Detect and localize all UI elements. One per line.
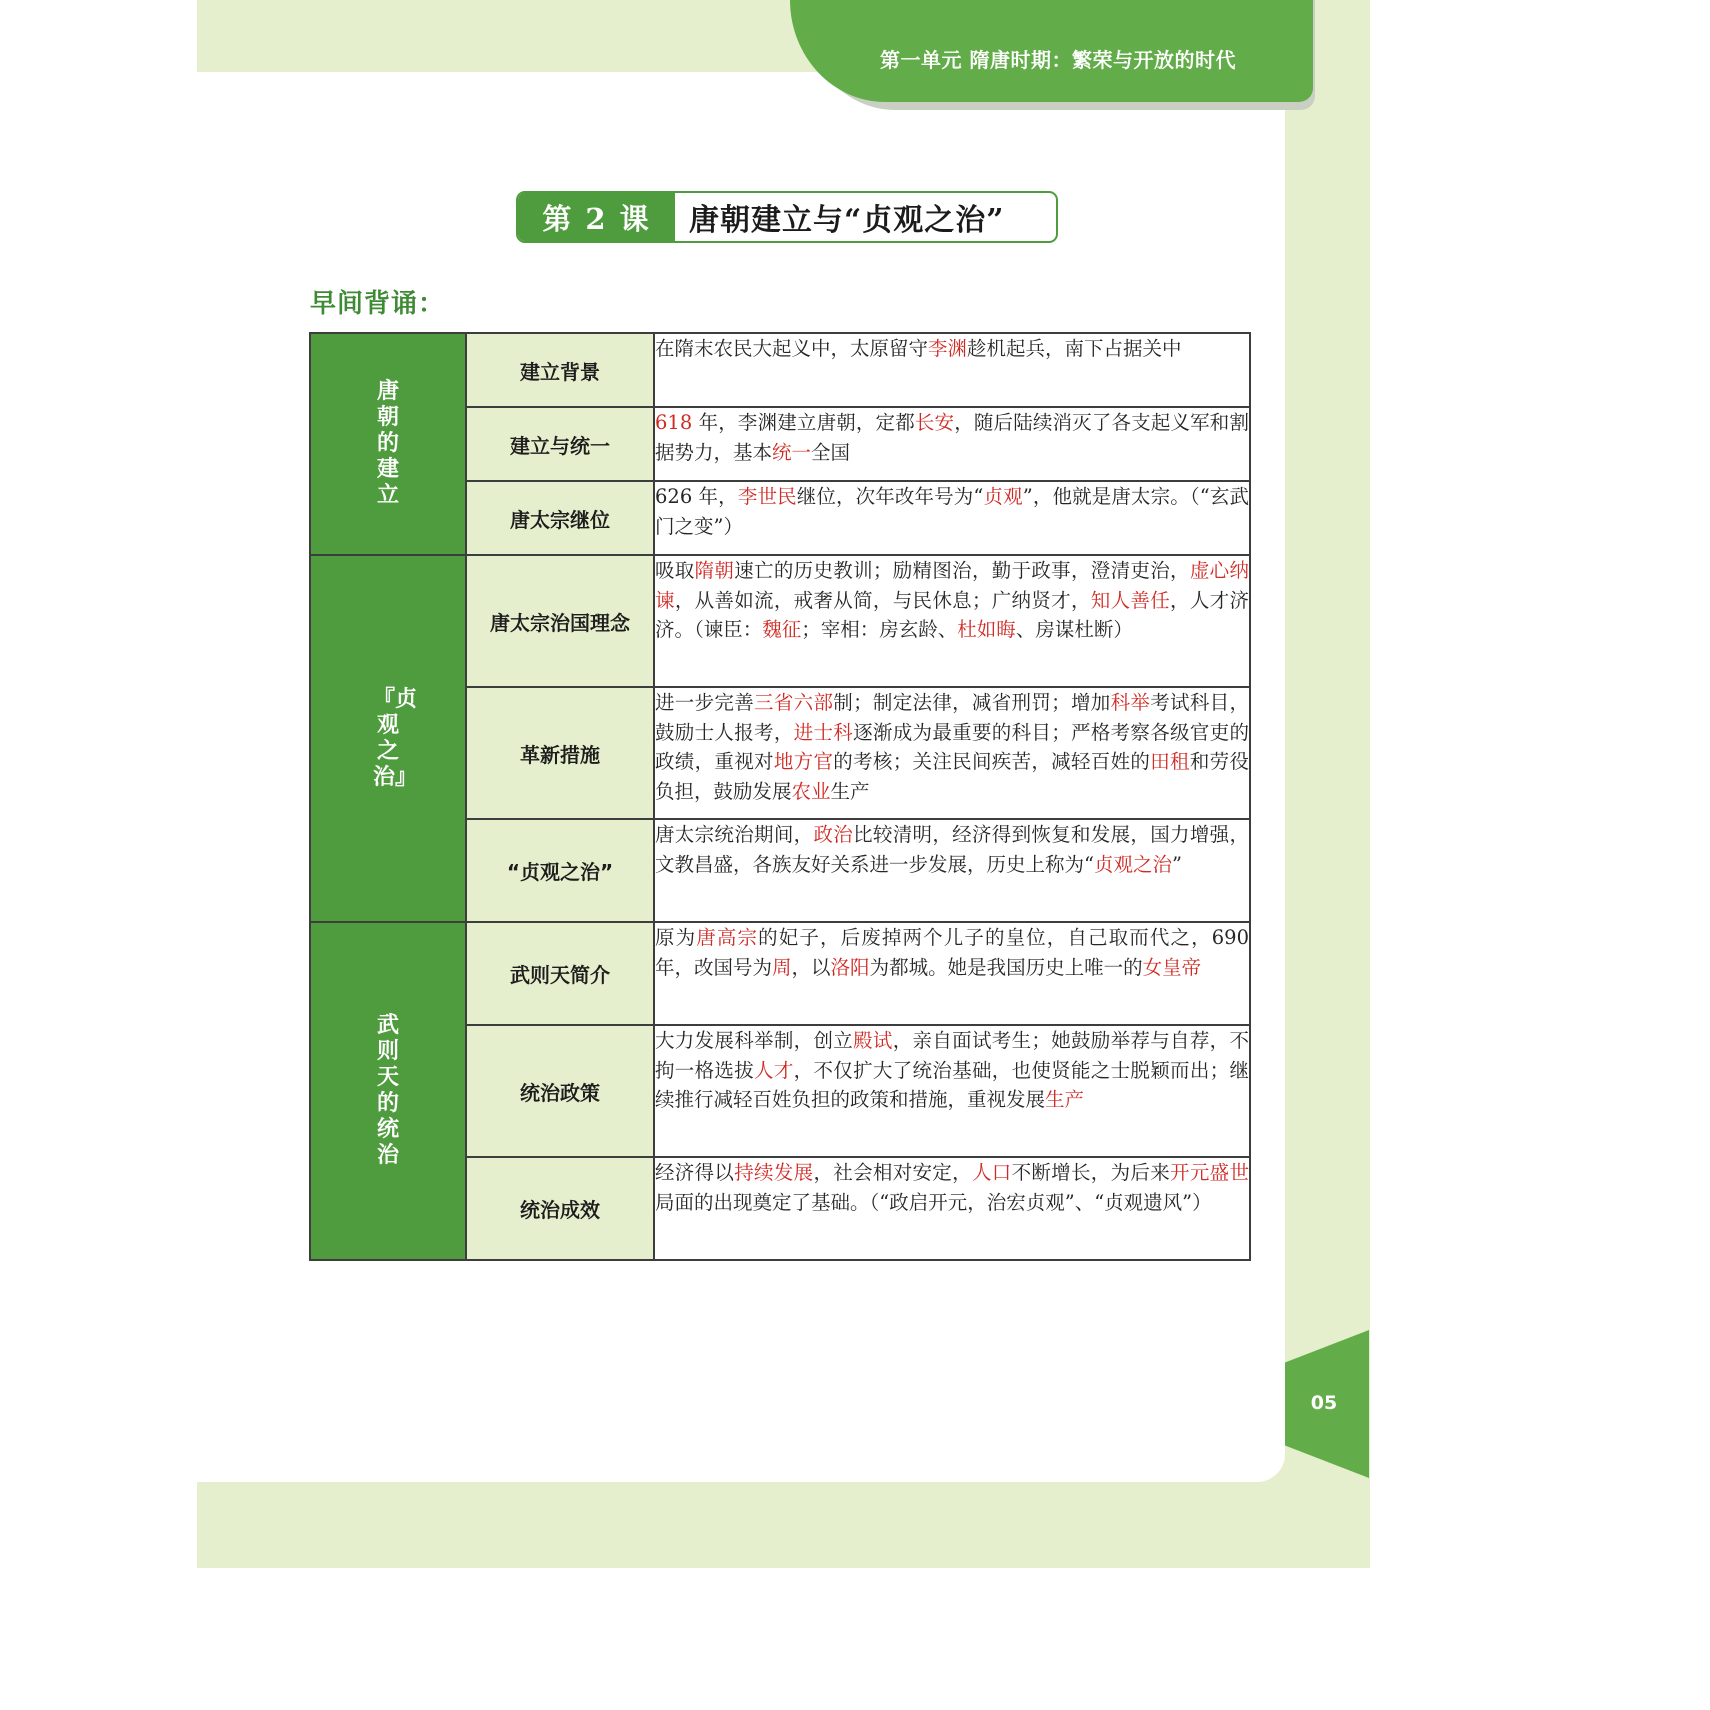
- key-term: 洛阳: [830, 955, 870, 979]
- key-term: 政治: [813, 823, 854, 846]
- content-text: 制；制定法律，减省刑罚；增加: [833, 691, 1111, 714]
- key-term: 贞观之治: [1093, 852, 1172, 876]
- key-term: 知人善任: [1090, 588, 1171, 612]
- content-text: 继位，次年改年号为“: [796, 485, 984, 508]
- content-cell: [654, 555, 1250, 687]
- key-term: 618: [655, 411, 693, 434]
- content-text: 比较清明，经济得到恢复和发展，国力增强，文教昌盛，各族友好关系进一步发展，历史上称为“: [655, 823, 1249, 876]
- content-text: 年，李渊建立唐朝，定都: [692, 411, 915, 434]
- content-cell: [654, 687, 1250, 819]
- group-label: 『贞观之治』: [373, 686, 418, 790]
- content-text: 的考核；关注民间疾苦，减轻百姓的: [833, 750, 1151, 773]
- content-text: 在隋末农民大起义中，太原留守: [655, 337, 929, 360]
- content-cell: [654, 819, 1250, 922]
- topic-cell: 唐太宗继位: [466, 481, 654, 555]
- key-term: 人口: [971, 1161, 1012, 1184]
- outer-margin-left: [0, 0, 197, 1568]
- content-cell: [654, 1025, 1250, 1157]
- key-term: 李世民: [737, 485, 797, 508]
- content-text: ，以: [791, 955, 831, 979]
- key-term: 魏征: [762, 618, 802, 641]
- key-term: 女皇帝: [1142, 955, 1202, 979]
- lesson-title: 唐朝建立与“贞观之治”: [689, 203, 1005, 238]
- content-text: 唐太宗统治期间，: [655, 823, 814, 846]
- topic-cell: 统治政策: [466, 1025, 654, 1157]
- content-cell: [654, 481, 1250, 555]
- outer-margin-right: [1370, 0, 1568, 1568]
- lesson-number: 第 2 课: [518, 193, 675, 241]
- content-cell: [654, 407, 1250, 481]
- key-term: 殿试: [853, 1029, 893, 1052]
- table-row: [310, 555, 1250, 687]
- content-text: 、房谋杜断）: [1015, 618, 1133, 641]
- content-text: 趁机起兵，南下占据关中: [967, 337, 1182, 360]
- lesson-title-box: [516, 191, 1058, 243]
- content-text: ；宰相：房玄龄、: [801, 618, 958, 641]
- key-term: 贞观: [983, 485, 1023, 508]
- content-text: 626 年，: [655, 485, 738, 508]
- key-term: 隋朝: [694, 559, 735, 582]
- group-header: [310, 922, 466, 1260]
- key-term: 长安: [914, 411, 955, 434]
- content-text: 考试科目，鼓励士人报考，: [655, 691, 1249, 744]
- topic-cell: 革新措施: [466, 687, 654, 819]
- content-text: 局面的出现奠定了基础。（“政启开元，治宏贞观”、“贞观遗风”）: [655, 1190, 1212, 1214]
- content-text: 进一步完善: [655, 691, 755, 714]
- content-text: ，随后陆续消灭了各支起义军和割据势力，基本: [655, 411, 1249, 464]
- content-text: 原为: [655, 926, 697, 949]
- content-text: ”: [1172, 852, 1182, 876]
- content-text: ，从善如流，戒奢从简，与民休息；广纳贤才，: [674, 588, 1091, 612]
- key-term: 统一: [772, 440, 812, 464]
- topic-cell: 武则天简介: [466, 922, 654, 1025]
- key-term: 持续发展: [734, 1161, 814, 1184]
- content-text: 不断增长，为后来: [1011, 1161, 1171, 1184]
- content-text: 的妃子，后废掉两个儿子的皇位，自己取而代之，690 年，改国号为: [655, 926, 1249, 979]
- group-label: 武则天的统治: [376, 1013, 399, 1168]
- content-text: 为都城。她是我国历史上唯一的: [869, 955, 1143, 979]
- content-cell: [654, 333, 1250, 407]
- content-cell: [654, 922, 1250, 1025]
- content-text: 吸取: [655, 559, 695, 582]
- topic-cell: “贞观之治”: [466, 819, 654, 922]
- content-text: 大力发展科举制，创立: [655, 1029, 854, 1052]
- content-text: 全国: [811, 440, 851, 464]
- topic-cell: 建立背景: [466, 333, 654, 407]
- key-term: 地方官: [773, 750, 834, 773]
- section-label: 早间背诵：: [310, 289, 446, 319]
- unit-title: 第一单元 隋唐时期：繁荣与开放的时代: [880, 48, 1236, 72]
- content-text: 逐渐成为最重要的科目；严格考察各级官吏的政绩，重视对: [655, 720, 1249, 773]
- table-row: [310, 333, 1250, 407]
- content-text: 和劳役负担，鼓励发展: [655, 750, 1249, 803]
- group-label: 唐朝的建立: [376, 379, 399, 508]
- group-header: [310, 555, 466, 922]
- content-cell: [654, 1157, 1250, 1260]
- content-text: ”，他就是唐太宗。（“玄武门之变”）: [655, 485, 1249, 538]
- content-text: ，社会相对安定，: [813, 1161, 972, 1184]
- topic-cell: 统治成效: [466, 1157, 654, 1260]
- content-text: ，不仅扩大了统治基础，也使贤能之士脱颖而出；继续推行减轻百姓负担的政策和措施，重视发展: [655, 1058, 1249, 1111]
- key-term: 科举: [1110, 691, 1151, 714]
- content-text: 速亡的历史教训；励精图治，勤于政事，澄清吏治，: [734, 559, 1190, 582]
- key-term: 进士科: [793, 720, 854, 744]
- key-term: 田租: [1150, 750, 1190, 773]
- topic-cell: 唐太宗治国理念: [466, 555, 654, 687]
- key-term: 虚心纳谏: [655, 559, 1249, 612]
- content-text: ，亲自面试考生；她鼓励举荐与自荐，不拘一格选拔: [655, 1029, 1249, 1082]
- table-row: [310, 922, 1250, 1025]
- page-number: 05: [1310, 1392, 1338, 1414]
- content-text: 生产: [830, 779, 870, 803]
- key-term: 唐高宗: [696, 926, 759, 949]
- content-text: 经济得以: [655, 1161, 735, 1184]
- memorization-table: [309, 332, 1251, 1261]
- key-term: 周: [772, 955, 792, 979]
- key-term: 杜如晦: [957, 618, 1016, 641]
- key-term: 三省六部: [754, 691, 834, 714]
- group-header: [310, 333, 466, 555]
- topic-cell: 建立与统一: [466, 407, 654, 481]
- key-term: 李渊: [928, 337, 968, 360]
- content-text: ，人才济济。（谏臣：: [655, 588, 1249, 641]
- key-term: 生产: [1045, 1088, 1085, 1111]
- key-term: 农业: [791, 779, 831, 803]
- key-term: 人才: [754, 1058, 794, 1082]
- key-term: 开元盛世: [1170, 1161, 1249, 1184]
